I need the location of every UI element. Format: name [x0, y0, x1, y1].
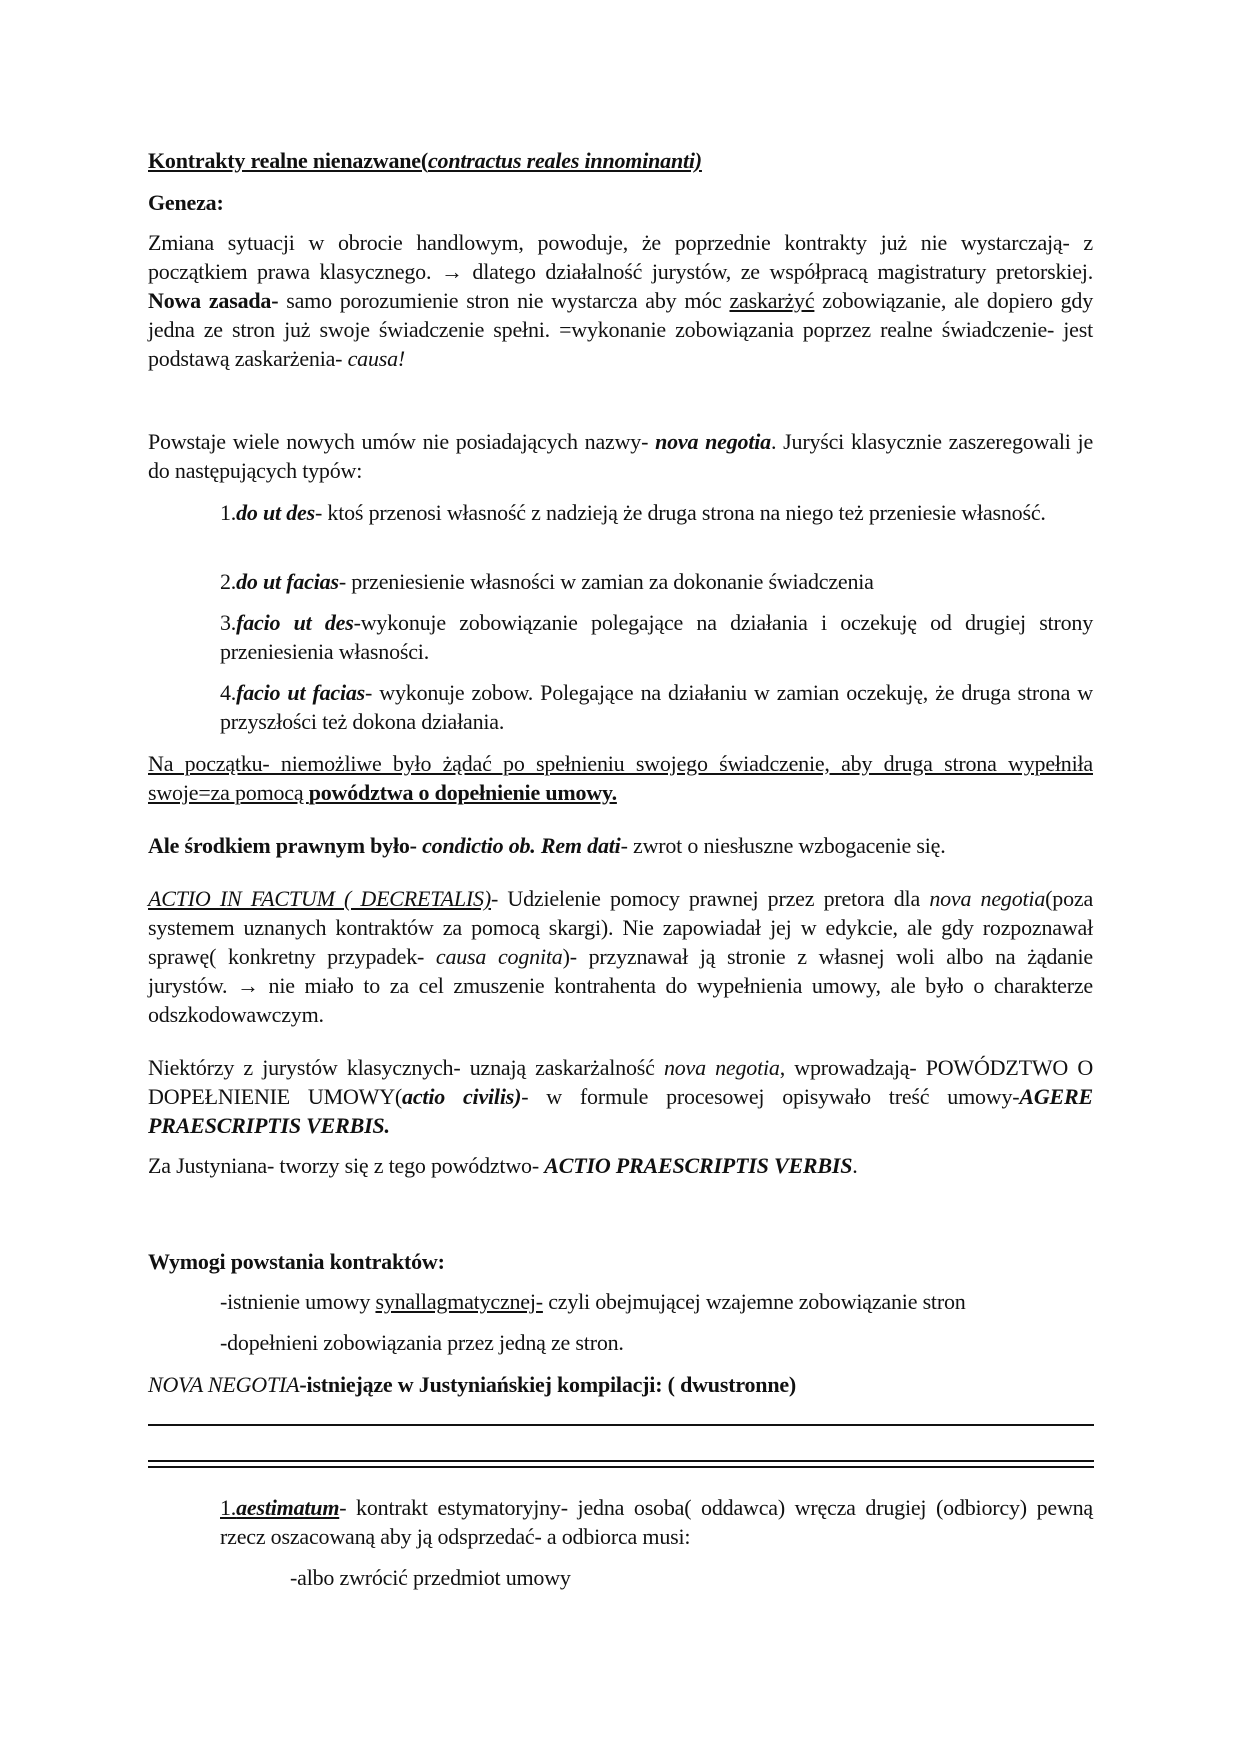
- text-run: facio ut facias: [236, 680, 366, 705]
- document-title: [148, 146, 1093, 175]
- text-run: actio civilis): [402, 1084, 522, 1109]
- text-run: Zmiana sytuacji w obrocie handlowym, powoduje, że poprzednie kontrakty już nie wystarczają- z początkiem prawa klasycznego. → dlatego działalność jurystów, ze współpracą magistratury pretorskiej.: [148, 230, 1093, 284]
- text-run: causa cognita: [435, 944, 563, 969]
- list-item-do-ut-facias: [220, 567, 1093, 596]
- text-run: Na początku- niemożliwe było żądać po spełnieniu swojego świadczenie, aby druga strona wypełniła swoje=za pomocą: [148, 751, 1093, 805]
- text-run: -albo zwrócić przedmiot umowy: [290, 1565, 571, 1590]
- paragraph-genesis: [148, 228, 1093, 373]
- horizontal-rule: [148, 1424, 1094, 1426]
- text-run: Ale środkiem prawnym było-: [148, 833, 423, 858]
- paragraph-condictio: [148, 831, 1093, 860]
- text-run: .: [852, 1153, 858, 1178]
- text-run: - wykonuje zobow. Polegające na działaniu w zamian oczekuję, że druga strona w przyszłości też dokona działania.: [220, 680, 1093, 734]
- text-run: - zwrot o niesłuszne wzbogacenie się.: [620, 833, 946, 858]
- text-run: synallagmatycznej-: [375, 1289, 543, 1314]
- text-run: -dopełnieni zobowiązania przez jedną ze stron.: [220, 1330, 624, 1355]
- text-run: powództwa o dopełnienie umowy.: [308, 780, 617, 805]
- text-run: czyli obejmującej wzajemne zobowiązanie stron: [542, 1289, 966, 1314]
- heading-geneza: [148, 188, 1093, 217]
- text-run: (poza systemem uznanych kontraktów za pomocą skargi). Nie zapowiadał jej w edykcie, ale gdy rozpoznawał sprawę( konkretny przypadek-: [148, 886, 1094, 969]
- text-run: do ut facias: [236, 569, 339, 594]
- text-run: aestimatum: [236, 1495, 340, 1520]
- text-run: . Juryści klasycznie zaszeregowali je do następujących typów:: [148, 429, 1094, 483]
- text-run: - Udzielenie pomocy prawnej przez pretora dla: [491, 886, 930, 911]
- text-run: do ut des: [236, 500, 315, 525]
- text-run: -wykonuje zobowiązanie polegające na działania i oczekuję od drugiej strony przeniesienia własności.: [220, 610, 1093, 664]
- list-item-facio-ut-des: [220, 608, 1093, 666]
- text-run: 2.: [220, 569, 237, 594]
- text-run: causa!: [347, 346, 406, 371]
- heading-nova-negotia: [148, 1370, 1093, 1399]
- text-run: - kontrakt estymatoryjny- jedna osoba( oddawca) wręcza drugiej (odbiorcy) pewną rzecz oszacowaną aby ją odsprzedać- a odbiorca musi:: [220, 1495, 1093, 1549]
- list-item-facio-ut-facias: [220, 678, 1093, 736]
- text-run: -istniejąze w Justyniańskiej kompilacji: ( dwustronne): [299, 1372, 797, 1397]
- text-run: Kontrakty realne nienazwane(: [148, 148, 428, 173]
- paragraph-aestimatum: [220, 1493, 1093, 1551]
- text-run: NOVA NEGOTIA: [148, 1372, 300, 1397]
- text-run: ACTIO PRAESCRIPTIS VERBIS: [544, 1153, 853, 1178]
- aestimatum-option: [290, 1563, 1090, 1592]
- text-run: Za Justyniana- tworzy się z tego powództwo-: [148, 1153, 545, 1178]
- text-run: AGERE PRAESCRIPTIS VERBIS.: [148, 1084, 1093, 1138]
- text-run: Powstaje wiele nowych umów nie posiadających nazwy-: [148, 429, 656, 454]
- text-run: zaskarżyć: [729, 288, 815, 313]
- heading-wymogi: [148, 1247, 1093, 1276]
- text-run: nova negotia: [929, 886, 1046, 911]
- paragraph-niektorzy: [148, 1053, 1093, 1140]
- text-run: ACTIO IN FACTUM ( DECRETALIS): [148, 886, 491, 911]
- text-run: nova negotia: [663, 1055, 780, 1080]
- text-run: 4.: [220, 680, 237, 705]
- text-run: facio ut des: [236, 610, 354, 635]
- text-run: condictio ob. Rem dati: [422, 833, 621, 858]
- text-run: Nowa zasada-: [148, 288, 279, 313]
- text-run: Geneza:: [148, 190, 224, 215]
- text-run: zobowiązanie, ale dopiero gdy jedna ze stron już swoje świadczenie spełni. =wykonanie zobowiązania poprzez realne świadczenie- jest podstawą zaskarżenia-: [148, 288, 1094, 371]
- text-run: - w formule procesowej opisywało treść umowy-: [521, 1084, 1020, 1109]
- text-run: , wprowadzają- POWÓDZTWO O DOPEŁNIENIE UMOWY(: [148, 1055, 1094, 1109]
- requirement-item: [220, 1328, 1093, 1357]
- requirement-item: [220, 1287, 1093, 1316]
- text-run: 3.: [220, 610, 237, 635]
- text-run: 1.: [220, 1495, 237, 1520]
- paragraph-na-poczatku: [148, 749, 1093, 807]
- text-run: Niektórzy z jurystów klasycznych- uznają zaskarżalność: [148, 1055, 664, 1080]
- paragraph-actio-in-factum: [148, 884, 1093, 1029]
- text-run: - przeniesienie własności w zamian za dokonanie świadczenia: [338, 569, 874, 594]
- paragraph-justynian: [148, 1151, 1093, 1180]
- text-run: samo porozumienie stron nie wystarcza aby móc: [278, 288, 730, 313]
- text-run: Wymogi powstania kontraktów:: [148, 1249, 445, 1274]
- text-run: contractus reales innominanti): [427, 148, 702, 173]
- double-horizontal-rule: [148, 1460, 1094, 1468]
- text-run: )- przyznawał ją stronie z własnej woli albo na żądanie jurystów. → nie miało to za cel zmuszenie kontrahenta do wypełnienia umowy, ale było o charakterze odszkodowawczym.: [148, 944, 1093, 1027]
- text-run: - ktoś przenosi własność z nadzieją że druga strona na niego też przeniesie własność.: [314, 500, 1046, 525]
- paragraph-nova-negotia: [148, 427, 1093, 485]
- text-run: -istnienie umowy: [220, 1289, 376, 1314]
- list-item-do-ut-des: [220, 498, 1093, 527]
- text-run: 1.: [220, 500, 237, 525]
- text-run: nova negotia: [655, 429, 771, 454]
